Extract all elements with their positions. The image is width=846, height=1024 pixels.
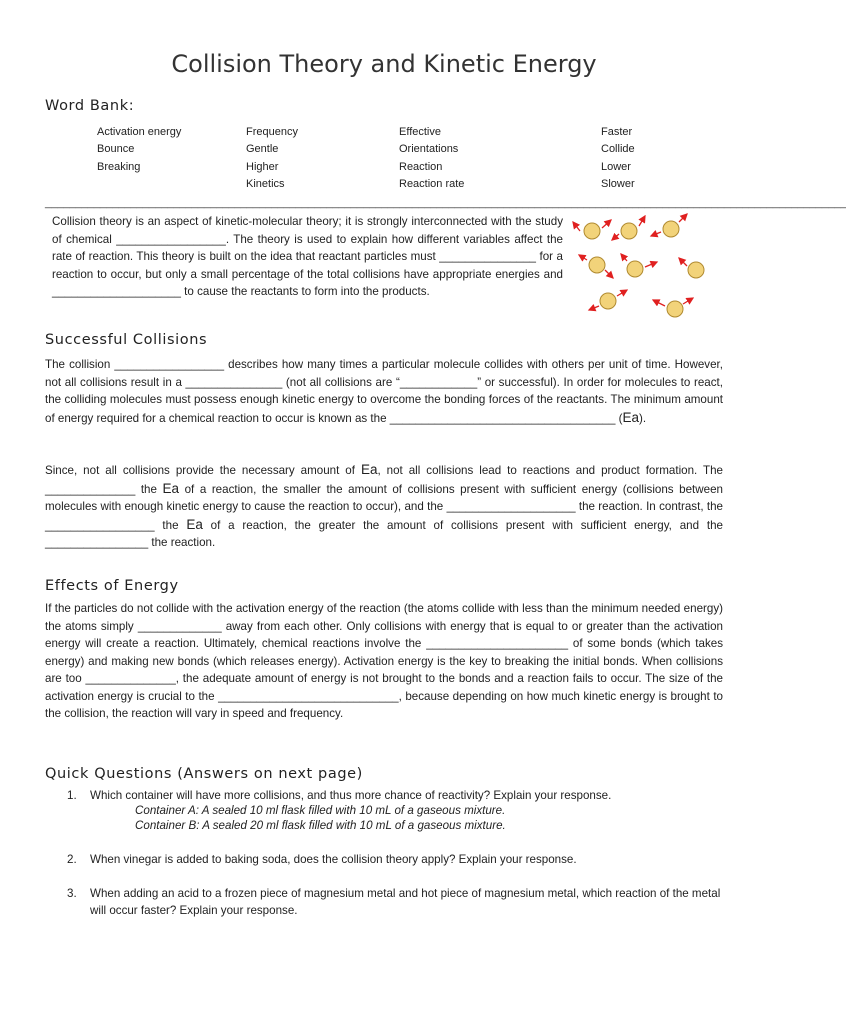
paragraph-text: Since, not all collisions provide the necessary amount of [45, 464, 361, 477]
question-text: Which container will have more collisions, and thus more chance of reactivity? Explain your response. [90, 789, 612, 802]
paragraph-text: , not all collisions lead to reactions and product formation. The ______________ the [45, 464, 723, 496]
successful-collisions-paragraph-1 [45, 356, 723, 427]
page-title: Collision Theory and Kinetic Energy [171, 50, 597, 78]
word-bank-term: Bounce [97, 143, 135, 156]
word-bank-term: Reaction [399, 160, 443, 173]
paragraph-text: of a reaction, the greater the amount of collisions present with sufficient energy, and the ________________ the reaction. [45, 518, 723, 549]
word-bank-column [399, 124, 464, 194]
question-number: 1. [67, 789, 77, 802]
successful-collisions-paragraph-2 [45, 461, 723, 552]
activation-energy-symbol: Ea [162, 480, 180, 496]
paragraph-text: of a reaction, the smaller the amount of collisions present with sufficient energy (collisions between molecules with enough kinetic energy to cause the reaction to occur), and the ____________________ the reaction. In contrast, the _________________ the [45, 482, 723, 532]
word-bank-term: Faster [601, 126, 633, 138]
successful-collisions-heading: Successful Collisions [45, 332, 208, 348]
word-bank-term: Gentle [246, 143, 279, 156]
molecule-collision-illustration [575, 210, 710, 322]
word-bank-term: Activation energy [97, 126, 182, 138]
word-bank-term: Effective [399, 126, 441, 138]
activation-energy-symbol: Ea [186, 516, 203, 532]
container-a-text: Container A: A sealed 10 ml flask filled with 10 mL of a gaseous mixture. [135, 804, 506, 817]
word-bank-column [601, 124, 635, 194]
word-bank-term: Reaction rate [399, 178, 465, 191]
paragraph-text: The collision _________________ describes how many times a particular molecule collides with others per unit of time. However, not all collisions result in a _______________ (not all collisions are “____________” or successful). In order for molecules to react, the colliding molecules must possess enough kinetic energy to overcome the bonding forces of the reactants. The minimum amount of energy required for a chemical reaction to occur is known as the ___________________________________ ( [45, 358, 723, 425]
word-bank-term: Breaking [97, 160, 141, 173]
word-bank-column [97, 124, 181, 176]
activation-energy-symbol: Ea [622, 409, 640, 425]
intro-paragraph: Collision theory is an aspect of kinetic-molecular theory; it is strongly interconnected with the study of chemical _________________. The theory is used to explain how different variables affect the rate of reaction. This theory is built on the idea that reactant particles must _______________ for a reaction to occur, but only a small percentage of the total collisions have appropriate energies and ____________________ to cause the reactants to form into the products. [52, 215, 563, 298]
activation-energy-symbol: Ea [360, 462, 378, 477]
quick-questions-heading: Quick Questions (Answers on next page) [45, 766, 363, 782]
question-number: 2. [67, 853, 77, 866]
effects-of-energy-paragraph: If the particles do not collide with the activation energy of the reaction (the atoms collide with less than the minimum needed energy) the atoms simply _____________ away from each other. Only collisions with energy that is equal to or greater than the activation energy will create a reaction. Ultimately, chemical reactions involve the ______________________ of some bonds (which takes energy) and making new bonds (which releases energy). Activation energy is the key to breaking the initial bonds. When collisions are too ______________, the adequate amount of energy is not brought to the bonds and a reaction fails to occur. The size of the activation energy is crucial to the ____________________________, because depending on how much kinetic energy is brought to the collision, the reaction will vary in speed and frequency. [45, 602, 723, 720]
word-bank-term: Orientations [399, 143, 459, 156]
effects-of-energy-heading: Effects of Energy [45, 578, 179, 594]
question-number: 3. [67, 887, 77, 900]
paragraph-text: ). [639, 411, 647, 425]
word-bank-heading: Word Bank: [45, 98, 135, 114]
word-bank-term: Lower [601, 160, 631, 173]
word-bank-column [246, 124, 298, 194]
word-bank-term: Higher [246, 160, 279, 173]
word-bank-term: Kinetics [246, 178, 285, 191]
question-text: When adding an acid to a frozen piece of magnesium metal and hot piece of magnesium metal, which reaction of the metal will occur faster? Explain your response. [90, 887, 721, 917]
word-bank-term: Slower [601, 178, 635, 191]
container-b-text: Container B: A sealed 20 ml flask filled with 10 mL of a gaseous mixture. [135, 819, 506, 832]
word-bank-term: Collide [601, 143, 635, 156]
question-text: When vinegar is added to baking soda, does the collision theory apply? Explain your response. [90, 853, 577, 866]
divider-line: ___________________________________________________________________________________________________________________________________ [45, 197, 846, 209]
word-bank-term: Frequency [246, 126, 298, 138]
